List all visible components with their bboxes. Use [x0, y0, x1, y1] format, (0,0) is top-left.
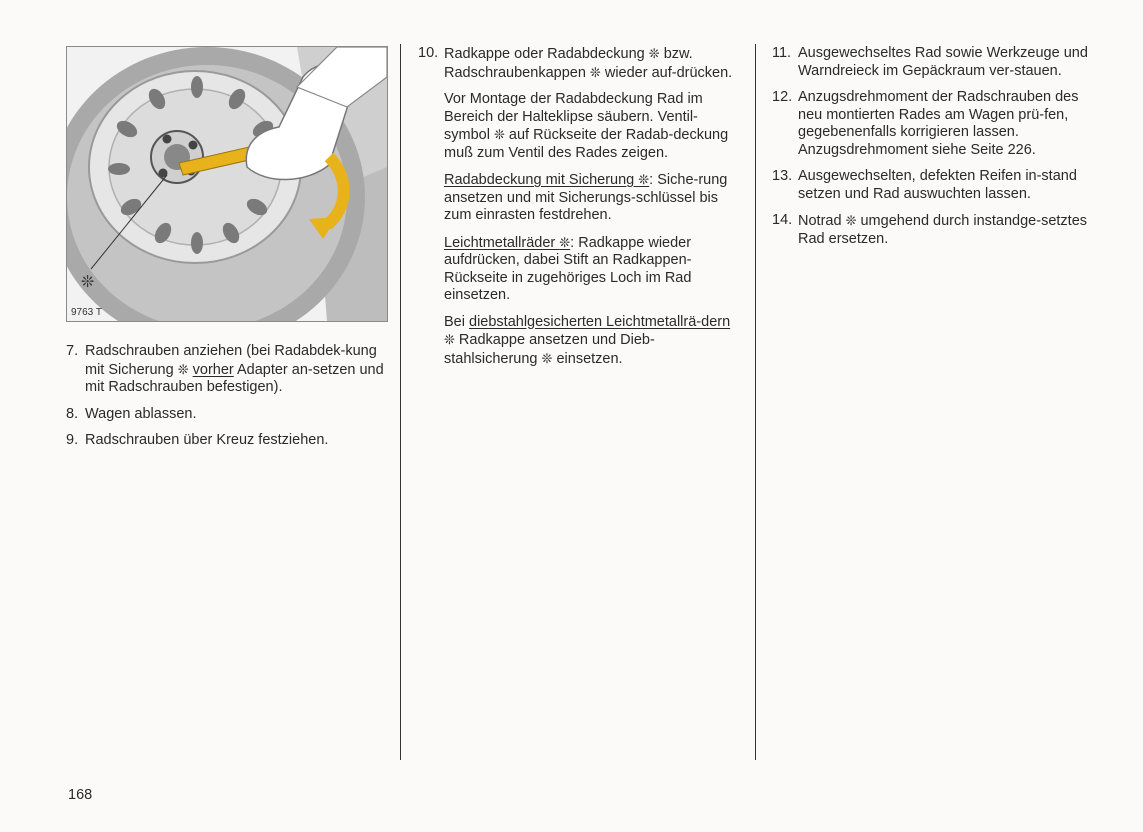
underlined-heading: diebstahlgesicherten Leichtmetallrä-dern [469, 313, 731, 330]
figure-star-marker: ❊ [81, 272, 95, 291]
step-number: 10. [418, 45, 439, 61]
paragraph-cleaning: Vor Montage der Radabdeckung Rad im Bereich der Halteklipse säubern. Ventil-symbol ❊ auf Rückseite der Radab-deckung muß zum Ventil des Rades zeigen. [444, 91, 729, 161]
star-marker: ❊ [444, 332, 455, 347]
step-number: 7. [66, 343, 79, 359]
middle-column [418, 45, 734, 377]
step-text: Wagen ablassen. [85, 405, 197, 422]
right-column [772, 45, 1092, 257]
step-text: Radschrauben anziehen (bei Radabdek-kung mit Sicherung [85, 343, 377, 378]
star-marker: ❊ [559, 234, 571, 250]
paragraph-alloy-wheels: Leichtmetallräder ❊: Radkappe wieder aufdrücken, dabei Stift an Radkappen-Rückseite in zugehöriges Loch im Rad einsetzen. [444, 234, 692, 303]
star-marker: ❊ [845, 213, 857, 228]
step-text: wieder auf-drücken. [600, 64, 733, 81]
figure-code: 9763 T [71, 307, 102, 318]
step-number: 13. [772, 168, 793, 184]
step-13 [772, 168, 1092, 203]
page-number: 168 [68, 787, 93, 803]
wheel-drawing [67, 47, 387, 321]
underlined-heading: Radabdeckung mit Sicherung ❊ [444, 172, 650, 188]
step-10 [418, 45, 734, 82]
step-7 [66, 343, 386, 397]
step-number: 8. [66, 405, 79, 422]
step-number: 9. [66, 432, 79, 448]
step-text: umgehend durch instandge-setztes Rad ersetzen. [798, 213, 1088, 247]
star-marker: ❊ [177, 361, 189, 377]
step-8 [66, 406, 386, 424]
column-divider-right [755, 44, 756, 760]
star-marker: ❊ [589, 64, 601, 80]
step-12 [772, 89, 1092, 159]
step-9 [66, 432, 386, 450]
paragraph-anti-theft: Bei diebstahlgesicherten Leichtmetallrä-dern ❊ Radkappe ansetzen und Dieb-stahlsicherung ❊ einsetzen. [444, 313, 731, 367]
column-divider-left [400, 44, 401, 760]
star-marker: ❊ [493, 127, 505, 142]
star-marker: ❊ [541, 350, 553, 366]
step-11 [772, 45, 1092, 80]
star-marker: ❊ [648, 46, 660, 61]
step-14 [772, 212, 1092, 248]
step-text: Ausgewechselten, defekten Reifen in-stand setzen und Rad auswuchten lassen. [798, 168, 1077, 202]
step-number: 11. [772, 45, 792, 61]
step-text: Radkappe oder Radabdeckung [444, 46, 649, 62]
step-text: Adapter an-setzen und mit Radschrauben befestigen). [85, 361, 384, 395]
step-text: Ausgewechseltes Rad sowie Werkzeuge und Warndreieck im Gepäckraum ver-stauen. [798, 45, 1088, 79]
step-text: Anzugsdrehmoment der Radschrauben des neu montierten Rades am Wagen prü-fen, gegebenenfalls korrigieren lassen. Anzugsdrehmoment siehe Seite 226. [798, 89, 1079, 158]
step-number: 14. [772, 212, 793, 228]
step-number: 12. [772, 89, 793, 105]
underlined-word: vorher [192, 361, 234, 378]
step-text: Radschrauben über Kreuz festziehen. [85, 432, 329, 448]
step-text: Notrad [798, 213, 846, 229]
wheel-illustration [66, 46, 388, 322]
underlined-heading: Leichtmetallräder ❊ [444, 234, 571, 251]
step-text: bzw. Radschraubenkappen [444, 46, 693, 81]
left-column [66, 343, 386, 459]
step-10-details [418, 91, 734, 368]
paragraph-cover-lock: Radabdeckung mit Sicherung ❊: Siche-rung ansetzen und mit Sicherungs-schlüssel bis zum einrasten festdrehen. [444, 172, 728, 223]
star-marker: ❊ [638, 172, 650, 187]
